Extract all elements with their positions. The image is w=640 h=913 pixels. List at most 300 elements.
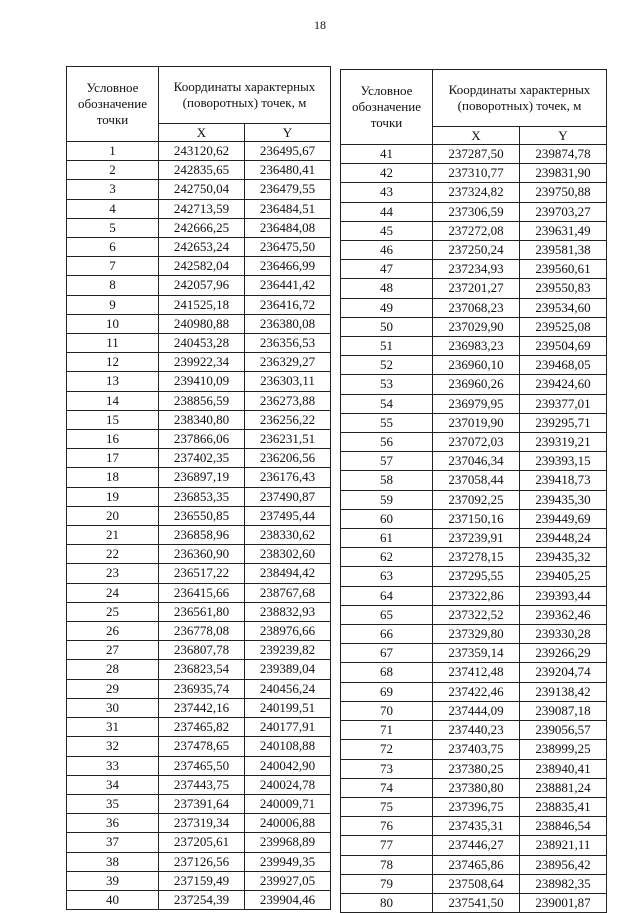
point-number-cell: 65: [341, 605, 433, 624]
x-coordinate-cell: 236550,85: [159, 506, 245, 525]
page-number: 18: [314, 18, 326, 32]
point-number-cell: 19: [67, 487, 159, 506]
y-coordinate-cell: 236416,72: [245, 295, 331, 314]
point-number-cell: 52: [341, 356, 433, 375]
table-row: [341, 682, 607, 701]
x-coordinate-cell: 236823,54: [159, 660, 245, 679]
header-y: Y: [520, 127, 607, 145]
y-coordinate-cell: 239435,32: [520, 548, 607, 567]
y-coordinate-cell: 239448,24: [520, 529, 607, 548]
y-coordinate-cell: 240199,51: [245, 698, 331, 717]
x-coordinate-cell: 237092,25: [433, 490, 520, 509]
y-coordinate-cell: 239001,87: [520, 893, 607, 912]
table-row: [67, 545, 331, 564]
table-row: [341, 893, 607, 912]
y-coordinate-cell: 239581,38: [520, 241, 607, 260]
point-number-cell: 12: [67, 353, 159, 372]
x-coordinate-cell: 237310,77: [433, 164, 520, 183]
y-coordinate-cell: 238494,42: [245, 564, 331, 583]
y-coordinate-cell: 238846,54: [520, 817, 607, 836]
y-coordinate-cell: 239534,60: [520, 298, 607, 317]
x-coordinate-cell: 242666,25: [159, 218, 245, 237]
y-coordinate-cell: 238881,24: [520, 778, 607, 797]
table-row: [67, 410, 331, 429]
y-coordinate-cell: 239389,04: [245, 660, 331, 679]
table-row: [341, 663, 607, 682]
point-number-cell: 63: [341, 567, 433, 586]
y-coordinate-cell: 236495,67: [245, 142, 331, 161]
point-number-cell: 66: [341, 625, 433, 644]
x-coordinate-cell: 237444,09: [433, 701, 520, 720]
x-coordinate-cell: 237072,03: [433, 433, 520, 452]
point-number-cell: 62: [341, 548, 433, 567]
x-coordinate-cell: 237150,16: [433, 509, 520, 528]
y-coordinate-cell: 238767,68: [245, 583, 331, 602]
x-coordinate-cell: 242835,65: [159, 161, 245, 180]
y-coordinate-cell: 239831,90: [520, 164, 607, 183]
x-coordinate-cell: 237403,75: [433, 740, 520, 759]
table-row: [67, 142, 331, 161]
y-coordinate-cell: 238302,60: [245, 545, 331, 564]
y-coordinate-cell: 236273,88: [245, 391, 331, 410]
table-row: [67, 295, 331, 314]
y-coordinate-cell: 239319,21: [520, 433, 607, 452]
point-number-cell: 15: [67, 410, 159, 429]
point-number-cell: 14: [67, 391, 159, 410]
table-row: [67, 391, 331, 410]
table-row: [341, 356, 607, 375]
point-number-cell: 17: [67, 449, 159, 468]
table-row: [67, 718, 331, 737]
y-coordinate-cell: 240009,71: [245, 794, 331, 813]
x-coordinate-cell: 237380,80: [433, 778, 520, 797]
table-row: [341, 701, 607, 720]
table-row: [341, 817, 607, 836]
y-coordinate-cell: 238999,25: [520, 740, 607, 759]
y-coordinate-cell: 239550,83: [520, 279, 607, 298]
table-row: [341, 452, 607, 471]
x-coordinate-cell: 237443,75: [159, 775, 245, 794]
x-coordinate-cell: 238856,59: [159, 391, 245, 410]
point-number-cell: 30: [67, 698, 159, 717]
x-coordinate-cell: 237422,46: [433, 682, 520, 701]
point-number-cell: 3: [67, 180, 159, 199]
point-number-cell: 46: [341, 241, 433, 260]
table-row: [67, 622, 331, 641]
table-row: [341, 490, 607, 509]
y-coordinate-cell: 236484,51: [245, 199, 331, 218]
point-number-cell: 18: [67, 468, 159, 487]
y-coordinate-cell: 239904,46: [245, 890, 331, 909]
point-number-cell: 50: [341, 317, 433, 336]
point-number-cell: 41: [341, 145, 433, 164]
y-coordinate-cell: 240456,24: [245, 679, 331, 698]
point-number-cell: 10: [67, 314, 159, 333]
y-coordinate-cell: 236441,42: [245, 276, 331, 295]
point-number-cell: 7: [67, 257, 159, 276]
table-row: [67, 180, 331, 199]
y-coordinate-cell: 239504,69: [520, 337, 607, 356]
point-number-cell: 44: [341, 202, 433, 221]
point-number-cell: 58: [341, 471, 433, 490]
y-coordinate-cell: 239295,71: [520, 413, 607, 432]
x-coordinate-cell: 241525,18: [159, 295, 245, 314]
table-row: [67, 698, 331, 717]
point-number-cell: 61: [341, 529, 433, 548]
y-coordinate-cell: 239468,05: [520, 356, 607, 375]
y-coordinate-cell: 237490,87: [245, 487, 331, 506]
table-row: [341, 241, 607, 260]
x-coordinate-cell: 237306,59: [433, 202, 520, 221]
table-row: [341, 586, 607, 605]
table-row: [67, 814, 331, 833]
point-number-cell: 25: [67, 602, 159, 621]
table-row: [341, 529, 607, 548]
table-row: [341, 317, 607, 336]
coordinates-table-right: [340, 69, 607, 913]
x-coordinate-cell: 236897,19: [159, 468, 245, 487]
point-number-cell: 42: [341, 164, 433, 183]
point-number-cell: 2: [67, 161, 159, 180]
x-coordinate-cell: 236853,35: [159, 487, 245, 506]
table-row: [341, 625, 607, 644]
point-number-cell: 28: [67, 660, 159, 679]
y-coordinate-cell: 239239,82: [245, 641, 331, 660]
x-coordinate-cell: 237029,90: [433, 317, 520, 336]
x-coordinate-cell: 237412,48: [433, 663, 520, 682]
table-row: [341, 721, 607, 740]
point-number-cell: 57: [341, 452, 433, 471]
table-row: [341, 509, 607, 528]
table-row: [341, 183, 607, 202]
point-number-cell: 48: [341, 279, 433, 298]
y-coordinate-cell: 239560,61: [520, 260, 607, 279]
point-number-cell: 68: [341, 663, 433, 682]
table-row: [341, 874, 607, 893]
x-coordinate-cell: 237319,34: [159, 814, 245, 833]
point-number-cell: 69: [341, 682, 433, 701]
point-number-cell: 6: [67, 238, 159, 257]
point-number-cell: 22: [67, 545, 159, 564]
x-coordinate-cell: 239922,34: [159, 353, 245, 372]
point-number-cell: 51: [341, 337, 433, 356]
table-row: [341, 797, 607, 816]
table-row: [67, 430, 331, 449]
x-coordinate-cell: 237324,82: [433, 183, 520, 202]
x-coordinate-cell: 240980,88: [159, 314, 245, 333]
table-row: [67, 564, 331, 583]
table-row: [67, 334, 331, 353]
y-coordinate-cell: 239056,57: [520, 721, 607, 740]
table-row: [67, 199, 331, 218]
point-number-cell: 24: [67, 583, 159, 602]
coordinates-table-left: [66, 66, 331, 910]
point-number-cell: 67: [341, 644, 433, 663]
table-row: [67, 583, 331, 602]
table-row: [341, 778, 607, 797]
point-number-cell: 26: [67, 622, 159, 641]
y-coordinate-cell: 238982,35: [520, 874, 607, 893]
table-row: [341, 471, 607, 490]
x-coordinate-cell: 236561,80: [159, 602, 245, 621]
x-coordinate-cell: 236778,08: [159, 622, 245, 641]
point-number-cell: 47: [341, 260, 433, 279]
table-row: [67, 660, 331, 679]
y-coordinate-cell: 236466,99: [245, 257, 331, 276]
y-coordinate-cell: 239449,69: [520, 509, 607, 528]
point-number-cell: 71: [341, 721, 433, 740]
point-number-cell: 29: [67, 679, 159, 698]
table-row: [341, 394, 607, 413]
table-row: [341, 202, 607, 221]
y-coordinate-cell: 239393,44: [520, 586, 607, 605]
table-row: [341, 375, 607, 394]
x-coordinate-cell: 237866,06: [159, 430, 245, 449]
point-number-cell: 77: [341, 836, 433, 855]
y-coordinate-cell: 238956,42: [520, 855, 607, 874]
x-coordinate-cell: 237126,56: [159, 852, 245, 871]
x-coordinate-cell: 239410,09: [159, 372, 245, 391]
table-row: [67, 372, 331, 391]
point-number-cell: 39: [67, 871, 159, 890]
y-coordinate-cell: 236480,41: [245, 161, 331, 180]
y-coordinate-cell: 240042,90: [245, 756, 331, 775]
header-x: X: [433, 127, 520, 145]
header-coordinates: Координаты характерных (поворотных) точек, м: [433, 70, 607, 127]
x-coordinate-cell: 237446,27: [433, 836, 520, 855]
y-coordinate-cell: 240024,78: [245, 775, 331, 794]
y-coordinate-cell: 238832,93: [245, 602, 331, 621]
header-y: Y: [245, 124, 331, 142]
point-number-cell: 31: [67, 718, 159, 737]
x-coordinate-cell: 242057,96: [159, 276, 245, 295]
x-coordinate-cell: 237234,93: [433, 260, 520, 279]
x-coordinate-cell: 237465,50: [159, 756, 245, 775]
point-number-cell: 49: [341, 298, 433, 317]
y-coordinate-cell: 236176,43: [245, 468, 331, 487]
y-coordinate-cell: 239330,28: [520, 625, 607, 644]
point-number-cell: 32: [67, 737, 159, 756]
x-coordinate-cell: 237380,25: [433, 759, 520, 778]
table-row: [67, 218, 331, 237]
table-row: [67, 526, 331, 545]
table-row: [341, 836, 607, 855]
x-coordinate-cell: 237440,23: [433, 721, 520, 740]
y-coordinate-cell: 239631,49: [520, 221, 607, 240]
table-row: [67, 506, 331, 525]
y-coordinate-cell: 236356,53: [245, 334, 331, 353]
point-number-cell: 60: [341, 509, 433, 528]
x-coordinate-cell: 236415,66: [159, 583, 245, 602]
y-coordinate-cell: 236329,27: [245, 353, 331, 372]
point-number-cell: 45: [341, 221, 433, 240]
y-coordinate-cell: 236206,56: [245, 449, 331, 468]
x-coordinate-cell: 237058,44: [433, 471, 520, 490]
table-row: [67, 641, 331, 660]
x-coordinate-cell: 237272,08: [433, 221, 520, 240]
table-row: [67, 257, 331, 276]
y-coordinate-cell: 239435,30: [520, 490, 607, 509]
x-coordinate-cell: 237322,86: [433, 586, 520, 605]
x-coordinate-cell: 237159,49: [159, 871, 245, 890]
x-coordinate-cell: 237442,16: [159, 698, 245, 717]
x-coordinate-cell: 237508,64: [433, 874, 520, 893]
point-number-cell: 20: [67, 506, 159, 525]
y-coordinate-cell: 239204,74: [520, 663, 607, 682]
table-row: [67, 468, 331, 487]
x-coordinate-cell: 237465,86: [433, 855, 520, 874]
x-coordinate-cell: 237201,27: [433, 279, 520, 298]
y-coordinate-cell: 239949,35: [245, 852, 331, 871]
x-coordinate-cell: 236517,22: [159, 564, 245, 583]
x-coordinate-cell: 236983,23: [433, 337, 520, 356]
point-number-cell: 23: [67, 564, 159, 583]
y-coordinate-cell: 239703,27: [520, 202, 607, 221]
point-number-cell: 73: [341, 759, 433, 778]
table-row: [67, 794, 331, 813]
table-row: [67, 238, 331, 257]
point-number-cell: 80: [341, 893, 433, 912]
point-number-cell: 76: [341, 817, 433, 836]
point-number-cell: 70: [341, 701, 433, 720]
table-row: [67, 833, 331, 852]
y-coordinate-cell: 239405,25: [520, 567, 607, 586]
y-coordinate-cell: 239362,46: [520, 605, 607, 624]
table-row: [341, 759, 607, 778]
x-coordinate-cell: 237541,50: [433, 893, 520, 912]
point-number-cell: 27: [67, 641, 159, 660]
table-row: [341, 548, 607, 567]
x-coordinate-cell: 237329,80: [433, 625, 520, 644]
y-coordinate-cell: 238940,41: [520, 759, 607, 778]
point-number-cell: 72: [341, 740, 433, 759]
x-coordinate-cell: 237019,90: [433, 413, 520, 432]
table-row: [67, 161, 331, 180]
table-row: [341, 298, 607, 317]
y-coordinate-cell: 239525,08: [520, 317, 607, 336]
point-number-cell: 34: [67, 775, 159, 794]
x-coordinate-cell: 237322,52: [433, 605, 520, 624]
x-coordinate-cell: 237465,82: [159, 718, 245, 737]
x-coordinate-cell: 240453,28: [159, 334, 245, 353]
table-row: [341, 164, 607, 183]
point-number-cell: 56: [341, 433, 433, 452]
y-coordinate-cell: 236380,08: [245, 314, 331, 333]
table-row: [341, 644, 607, 663]
point-number-cell: 36: [67, 814, 159, 833]
y-coordinate-cell: 236484,08: [245, 218, 331, 237]
x-coordinate-cell: 237396,75: [433, 797, 520, 816]
y-coordinate-cell: 239393,15: [520, 452, 607, 471]
point-number-cell: 64: [341, 586, 433, 605]
point-number-cell: 35: [67, 794, 159, 813]
table-row: [67, 737, 331, 756]
point-number-cell: 78: [341, 855, 433, 874]
y-coordinate-cell: 236479,55: [245, 180, 331, 199]
point-number-cell: 54: [341, 394, 433, 413]
x-coordinate-cell: 236960,10: [433, 356, 520, 375]
x-coordinate-cell: 237254,39: [159, 890, 245, 909]
point-number-cell: 8: [67, 276, 159, 295]
table-row: [67, 871, 331, 890]
x-coordinate-cell: 236360,90: [159, 545, 245, 564]
header-coordinates: Координаты характерных (поворотных) точек, м: [159, 67, 331, 124]
x-coordinate-cell: 237046,34: [433, 452, 520, 471]
x-coordinate-cell: 237205,61: [159, 833, 245, 852]
table-row: [67, 314, 331, 333]
x-coordinate-cell: 243120,62: [159, 142, 245, 161]
y-coordinate-cell: 239927,05: [245, 871, 331, 890]
point-number-cell: 55: [341, 413, 433, 432]
x-coordinate-cell: 237359,14: [433, 644, 520, 663]
point-number-cell: 53: [341, 375, 433, 394]
y-coordinate-cell: 238921,11: [520, 836, 607, 855]
table-row: [341, 740, 607, 759]
table-row: [67, 276, 331, 295]
table-row: [67, 602, 331, 621]
y-coordinate-cell: 240108,88: [245, 737, 331, 756]
point-number-cell: 59: [341, 490, 433, 509]
x-coordinate-cell: 236960,26: [433, 375, 520, 394]
point-number-cell: 38: [67, 852, 159, 871]
x-coordinate-cell: 237478,65: [159, 737, 245, 756]
x-coordinate-cell: 238340,80: [159, 410, 245, 429]
y-coordinate-cell: 237495,44: [245, 506, 331, 525]
x-coordinate-cell: 237239,91: [433, 529, 520, 548]
point-number-cell: 40: [67, 890, 159, 909]
table-row: [341, 337, 607, 356]
table-row: [341, 260, 607, 279]
y-coordinate-cell: 239087,18: [520, 701, 607, 720]
point-number-cell: 79: [341, 874, 433, 893]
y-coordinate-cell: 239424,60: [520, 375, 607, 394]
point-number-cell: 13: [67, 372, 159, 391]
point-number-cell: 5: [67, 218, 159, 237]
table-row: [67, 353, 331, 372]
y-coordinate-cell: 236475,50: [245, 238, 331, 257]
point-number-cell: 4: [67, 199, 159, 218]
x-coordinate-cell: 237402,35: [159, 449, 245, 468]
table-row: [67, 852, 331, 871]
y-coordinate-cell: 236303,11: [245, 372, 331, 391]
y-coordinate-cell: 239750,88: [520, 183, 607, 202]
y-coordinate-cell: 239138,42: [520, 682, 607, 701]
y-coordinate-cell: 236256,22: [245, 410, 331, 429]
table-row: [341, 855, 607, 874]
y-coordinate-cell: 239266,29: [520, 644, 607, 663]
x-coordinate-cell: 237278,15: [433, 548, 520, 567]
x-coordinate-cell: 237391,64: [159, 794, 245, 813]
x-coordinate-cell: 242582,04: [159, 257, 245, 276]
x-coordinate-cell: 237435,31: [433, 817, 520, 836]
x-coordinate-cell: 237068,23: [433, 298, 520, 317]
y-coordinate-cell: 239874,78: [520, 145, 607, 164]
x-coordinate-cell: 242713,59: [159, 199, 245, 218]
table-row: [341, 413, 607, 432]
header-point-designation: Условное обозначение точки: [341, 70, 433, 145]
y-coordinate-cell: 238330,62: [245, 526, 331, 545]
x-coordinate-cell: 237287,50: [433, 145, 520, 164]
x-coordinate-cell: 242750,04: [159, 180, 245, 199]
y-coordinate-cell: 240177,91: [245, 718, 331, 737]
x-coordinate-cell: 242653,24: [159, 238, 245, 257]
y-coordinate-cell: 239418,73: [520, 471, 607, 490]
x-coordinate-cell: 237295,55: [433, 567, 520, 586]
table-row: [341, 221, 607, 240]
y-coordinate-cell: 240006,88: [245, 814, 331, 833]
table-row: [341, 279, 607, 298]
x-coordinate-cell: 236858,96: [159, 526, 245, 545]
